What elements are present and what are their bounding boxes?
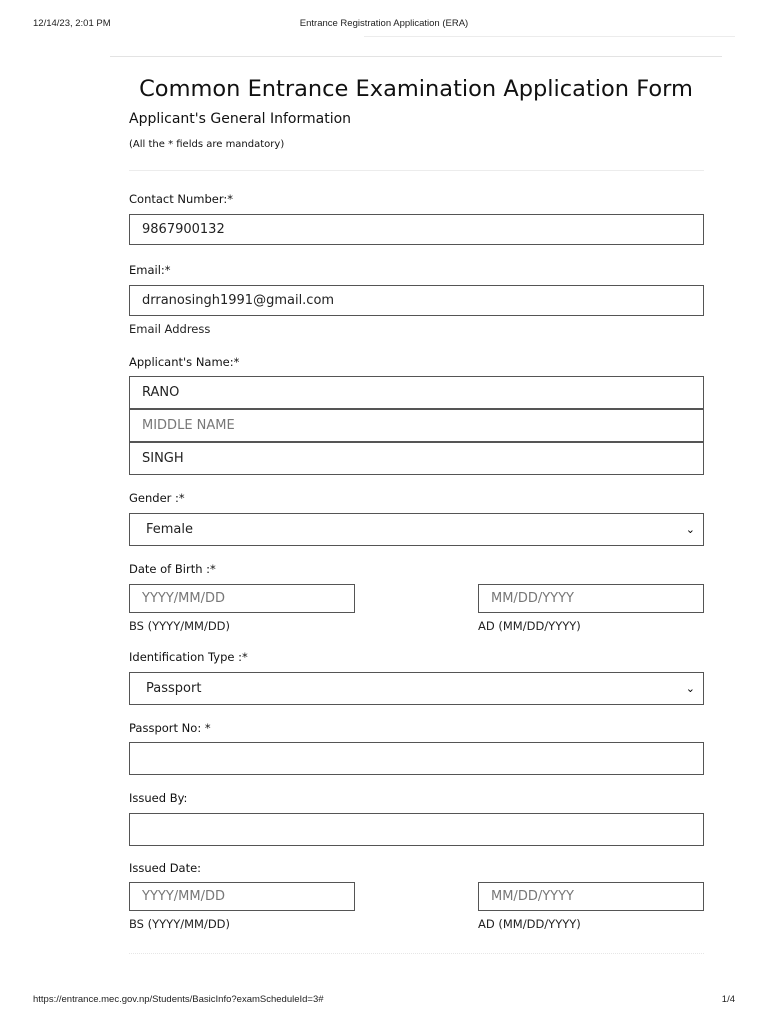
issued-date-label: Issued Date: <box>129 861 202 875</box>
passport-no-input[interactable] <box>129 742 704 775</box>
issued-date-bs-input[interactable]: YYYY/MM/DD <box>129 882 355 911</box>
issued-by-input[interactable] <box>129 813 704 846</box>
id-type-label: Identification Type :* <box>129 650 248 664</box>
dob-bs-helper: BS (YYYY/MM/DD) <box>129 619 231 633</box>
dob-label: Date of Birth :* <box>129 562 216 576</box>
print-header <box>33 18 735 32</box>
print-page-title: Entrance Registration Application (ERA) <box>299 18 469 29</box>
issued-by-label: Issued By: <box>129 791 188 805</box>
email-helper-text: Email Address <box>129 322 211 336</box>
print-datetime: 12/14/23, 2:01 PM <box>33 18 111 29</box>
applicant-name-label: Applicant's Name:* <box>129 355 240 369</box>
form-title: Common Entrance Examination Application Form <box>139 76 693 102</box>
chevron-down-icon: ⌄ <box>685 682 695 695</box>
dob-bs-input[interactable]: YYYY/MM/DD <box>129 584 355 613</box>
issued-date-ad-helper: AD (MM/DD/YYYY) <box>478 917 581 931</box>
form-bottom-divider <box>129 953 704 954</box>
section-divider <box>129 170 704 171</box>
mandatory-note: (All the * fields are mandatory) <box>129 139 285 150</box>
first-name-input[interactable]: RANO <box>129 376 704 409</box>
gender-select[interactable] <box>129 513 704 546</box>
section-title: Applicant's General Information <box>129 111 352 127</box>
id-type-selected-value: Passport <box>146 681 202 696</box>
middle-name-input[interactable]: MIDDLE NAME <box>129 409 704 442</box>
passport-no-label: Passport No: * <box>129 721 211 735</box>
form-top-divider <box>110 56 722 57</box>
dob-ad-input[interactable]: MM/DD/YYYY <box>478 584 704 613</box>
id-type-select[interactable] <box>129 672 704 705</box>
header-divider <box>364 36 735 37</box>
issued-date-bs-helper: BS (YYYY/MM/DD) <box>129 917 231 931</box>
gender-label: Gender :* <box>129 491 185 505</box>
dob-ad-helper: AD (MM/DD/YYYY) <box>478 619 581 633</box>
contact-number-label: Contact Number:* <box>129 192 234 206</box>
print-page-number: 1/4 <box>721 994 735 1005</box>
issued-date-ad-input[interactable]: MM/DD/YYYY <box>478 882 704 911</box>
chevron-down-icon: ⌄ <box>685 523 695 536</box>
print-url: https://entrance.mec.gov.np/Students/BasicInfo?examScheduleId=3# <box>33 994 324 1005</box>
email-input[interactable]: drranosingh1991@gmail.com <box>129 285 704 316</box>
contact-number-input[interactable]: 9867900132 <box>129 214 704 245</box>
gender-selected-value: Female <box>146 522 194 537</box>
email-label: Email:* <box>129 263 171 277</box>
last-name-input[interactable]: SINGH <box>129 442 704 475</box>
print-footer <box>33 994 735 1008</box>
